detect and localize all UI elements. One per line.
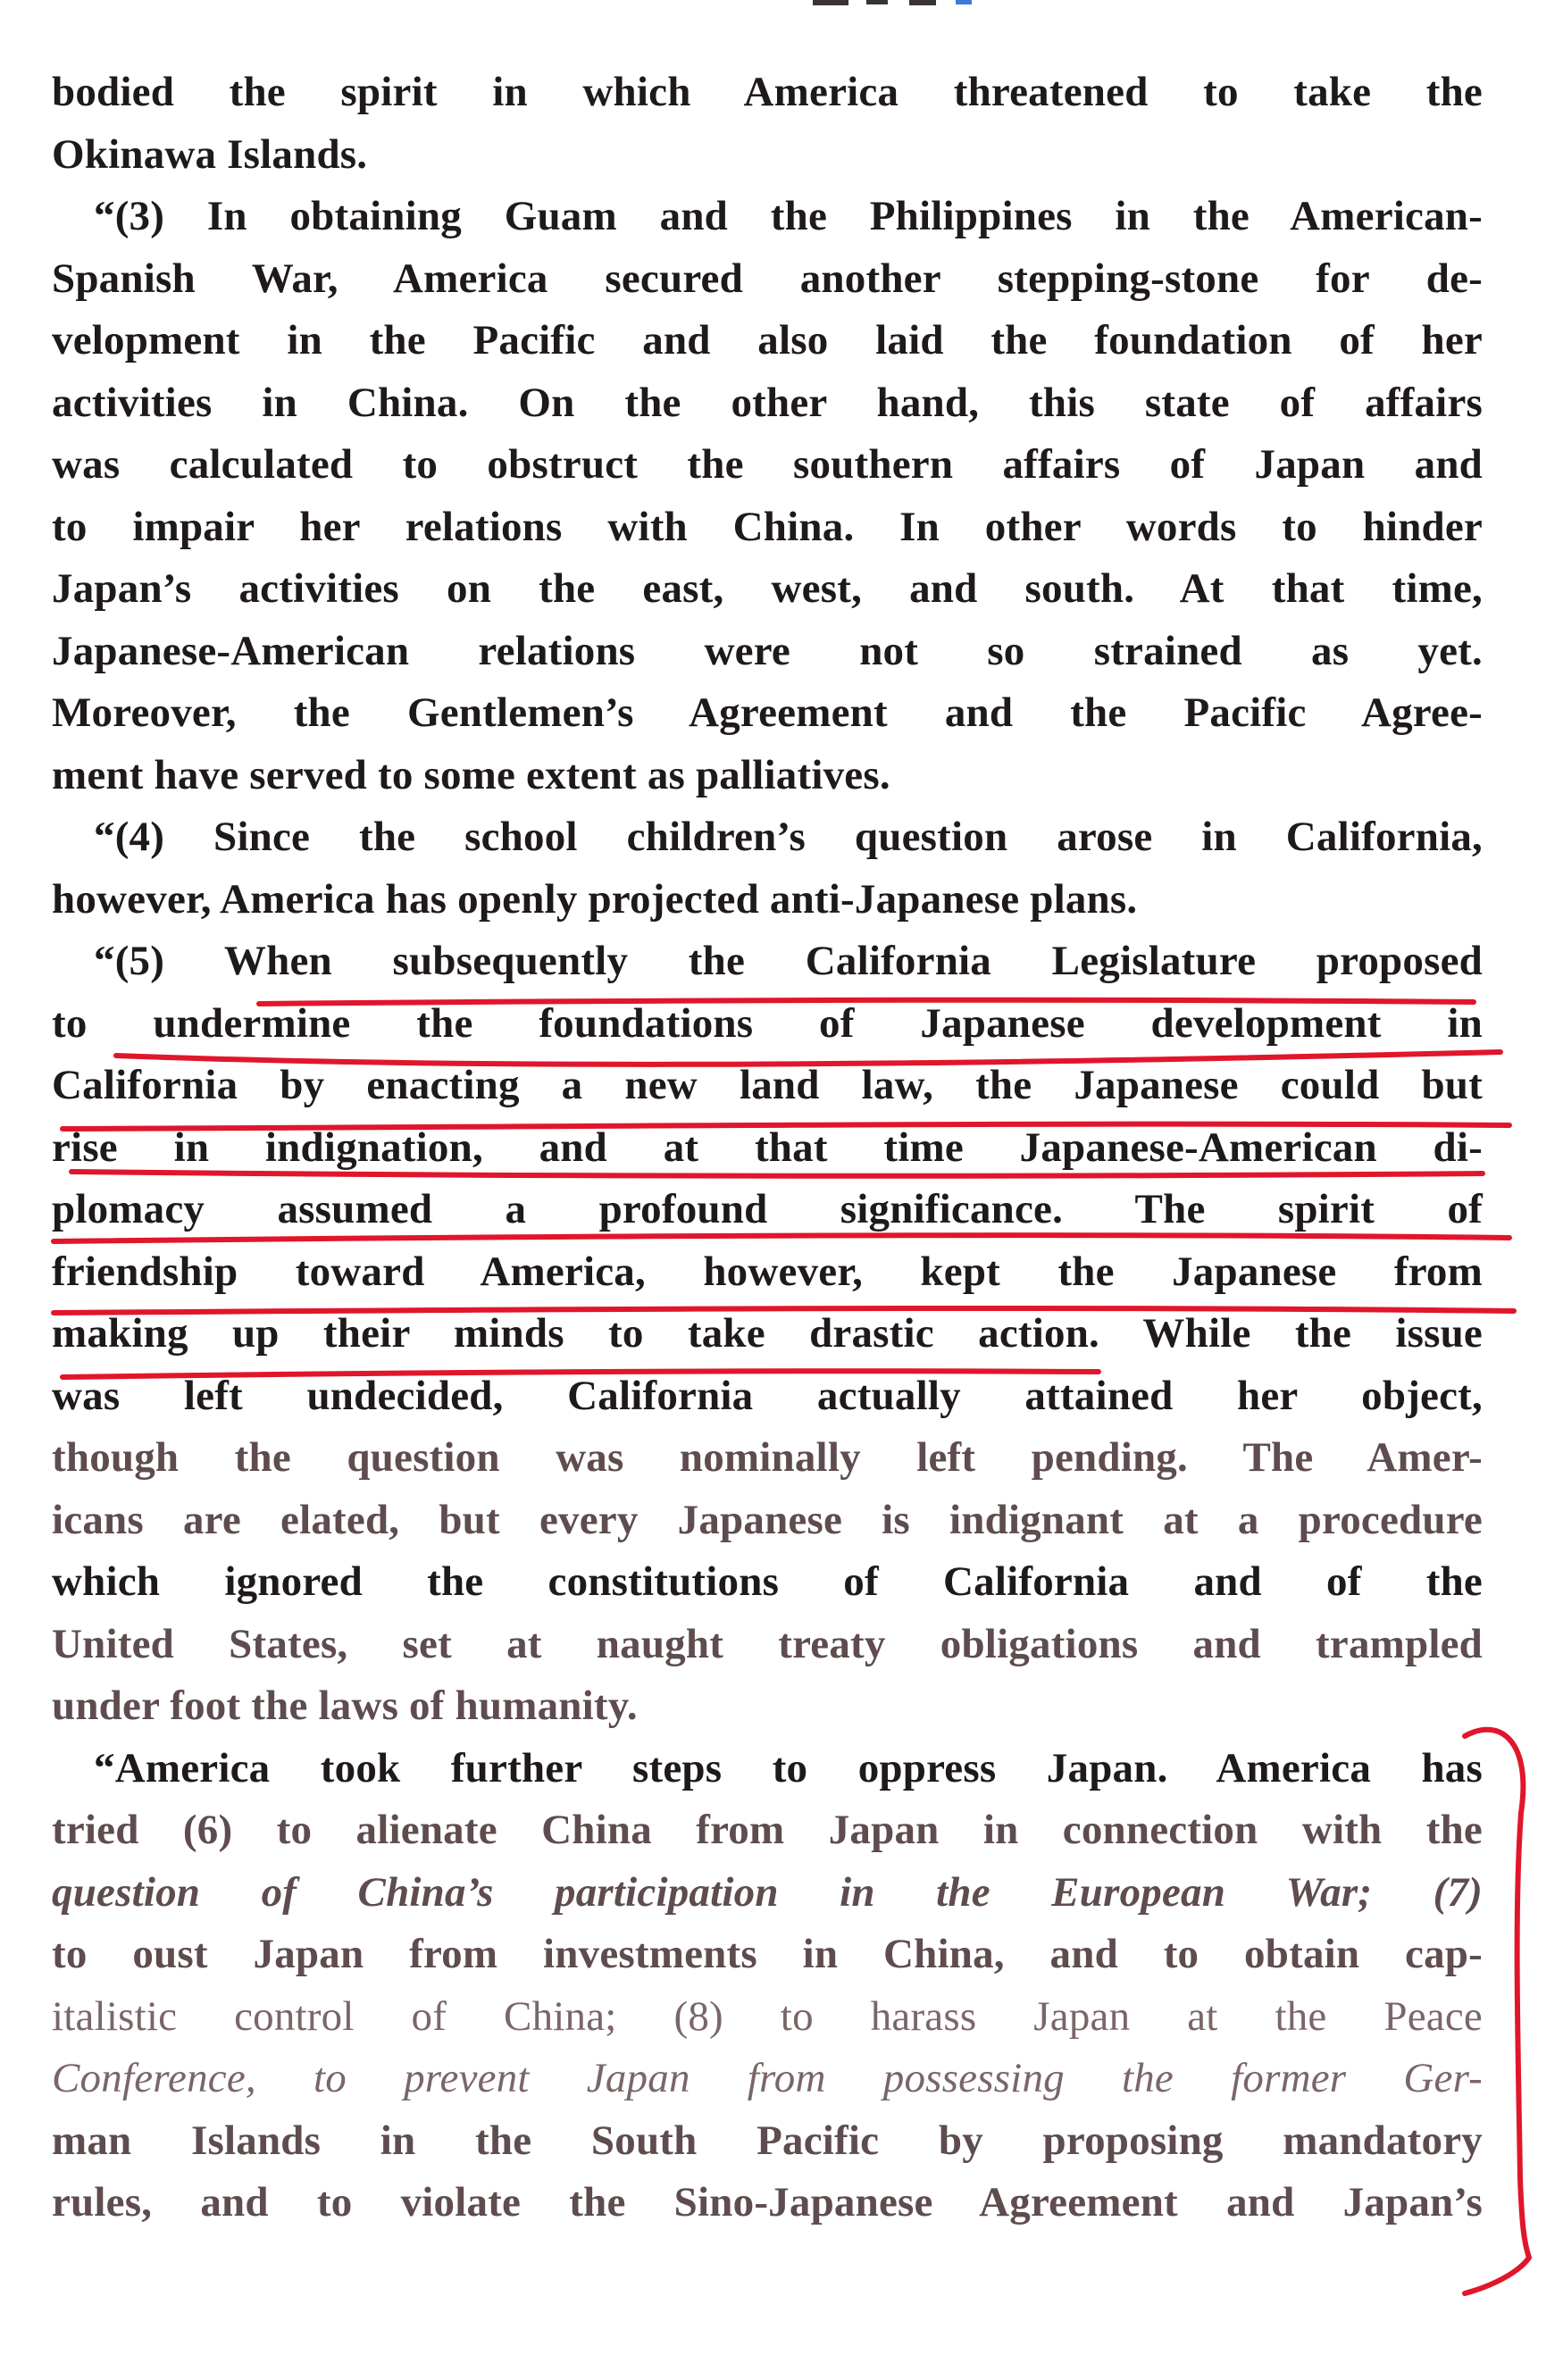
- text-line: plomacy assumed a profound significance. The spirit of: [52, 1186, 1483, 1232]
- text-line: Conference, to prevent Japan from possessing the former Ger-: [52, 2055, 1483, 2101]
- text-line: which ignored the constitutions of California and of the: [52, 1558, 1483, 1605]
- text-line: italistic control of China; (8) to harass Japan at the Peace: [52, 1992, 1483, 2040]
- text-line: “(3) In obtaining Guam and the Philippines in the American-: [94, 193, 1483, 239]
- text-line: activities in China. On the other hand, this state of affairs: [52, 379, 1483, 426]
- text-line: Moreover, the Gentlemen’s Agreement and the Pacific Agree-: [52, 689, 1483, 736]
- text-line: bodied the spirit in which America threatened to take the: [52, 69, 1483, 115]
- text-line: was calculated to obstruct the southern affairs of Japan and: [52, 441, 1483, 488]
- text-line: man Islands in the South Pacific by proposing mandatory: [52, 2117, 1483, 2164]
- text-line: Spanish War, America secured another stepping-stone for de-: [52, 255, 1483, 302]
- text-line: “(4) Since the school children’s question arose in California,: [94, 814, 1483, 860]
- text-line: making up their minds to take drastic action. While the issue: [52, 1310, 1483, 1357]
- text-line: to undermine the foundations of Japanese development in: [52, 999, 1483, 1047]
- text-line: Okinawa Islands.: [52, 130, 368, 178]
- text-line: Japanese-American relations were not so strained as yet.: [52, 627, 1483, 674]
- text-line: though the question was nominally left pending. The Amer-: [52, 1434, 1483, 1481]
- text-line: to impair her relations with China. In other words to hinder: [52, 503, 1483, 550]
- text-line: rise in indignation, and at that time Japanese-American di-: [52, 1123, 1483, 1171]
- text-line: United States, set at naught treaty obligations and trampled: [52, 1620, 1483, 1667]
- text-line: ment have served to some extent as palliatives.: [52, 751, 890, 798]
- text-line: to oust Japan from investments in China, and to obtain cap-: [52, 1931, 1483, 1977]
- text-line: “(5) When subsequently the California Legislature proposed: [94, 938, 1483, 984]
- text-line: Japan’s activities on the east, west, and south. At that time,: [52, 565, 1483, 612]
- text-line: under foot the laws of humanity.: [52, 1683, 638, 1729]
- text-line: “America took further steps to oppress Japan. America has: [94, 1744, 1483, 1791]
- text-line: rules, and to violate the Sino-Japanese Agreement and Japan’s: [52, 2179, 1483, 2226]
- text-line: California by enacting a new land law, the Japanese could but: [52, 1062, 1483, 1108]
- text-line: tried (6) to alienate China from Japan in connection with the: [52, 1807, 1483, 1853]
- text-line: question of China’s participation in the European War; (7): [52, 1868, 1483, 1916]
- text-line: icans are elated, but every Japanese is indignant at a procedure: [52, 1496, 1483, 1543]
- text-line: velopment in the Pacific and also laid the foundation of her: [52, 317, 1483, 363]
- text-line: friendship toward America, however, kept the Japanese from: [52, 1248, 1483, 1295]
- text-line: was left undecided, California actually attained her object,: [52, 1372, 1483, 1419]
- top-edge-text-fragment: [804, 0, 1072, 13]
- text-line: however, America has openly projected anti-Japanese plans.: [52, 875, 1138, 923]
